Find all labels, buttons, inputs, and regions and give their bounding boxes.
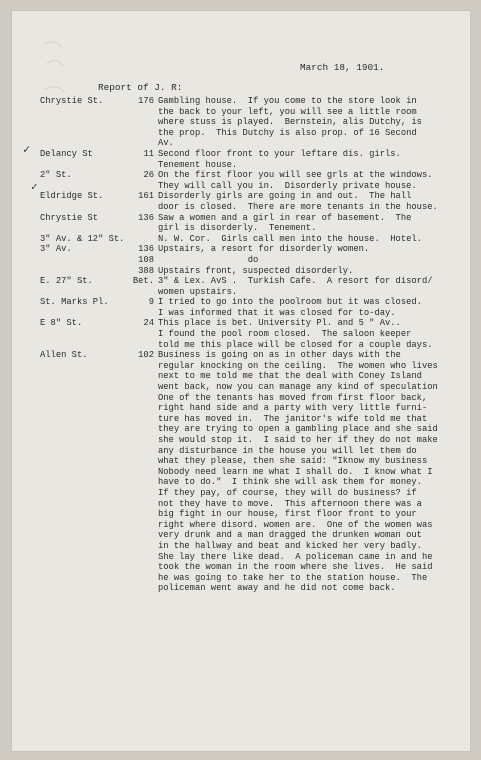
street-location: E. 27" St. (40, 276, 93, 287)
street-location: Delancy St (40, 148, 93, 159)
entry-line (40, 297, 460, 308)
entry-text: 3" & Lex. AvS . Turkish Cafe. A resort for disord/ (158, 276, 433, 287)
entry-line (40, 446, 460, 457)
entry-line (40, 456, 460, 467)
street-number (126, 202, 154, 213)
street-number (126, 477, 154, 488)
street-number (126, 117, 154, 128)
street-number: 26 (143, 170, 154, 181)
checkmark-icon: ✓ (31, 182, 38, 194)
street-location (40, 403, 126, 414)
street-number (126, 541, 154, 552)
entry-line (40, 138, 460, 149)
street-location: St. Marks Pl. (40, 297, 109, 308)
street-location (40, 340, 126, 351)
entry-text: told me this place will be closed for a couple days. (158, 339, 433, 350)
entry-line (40, 541, 460, 552)
street-number (126, 562, 154, 573)
street-location: Chrystie St (40, 212, 99, 223)
entry-text: I was informed that it was closed for to-day. (158, 307, 396, 318)
street-number: 136 (138, 244, 154, 255)
entry-line (40, 96, 460, 107)
entry-text: On the first floor you will see grls at the windows. (158, 170, 433, 181)
street-location (40, 287, 126, 298)
street-number (126, 403, 154, 414)
street-number (126, 223, 154, 234)
entry-text: he was going to take her to the station house. The (158, 572, 428, 583)
street-number (126, 107, 154, 118)
entry-line (40, 149, 460, 160)
street-location (40, 573, 126, 584)
street-location (40, 223, 126, 234)
street-number (126, 499, 154, 510)
street-number: 24 (143, 318, 154, 329)
entry-line (40, 128, 460, 139)
street-location (40, 107, 126, 118)
street-number (126, 138, 154, 149)
entry-line (40, 160, 460, 171)
street-number (126, 329, 154, 340)
entry-text: door is closed. There are more tenants in the house. (158, 201, 438, 212)
street-location (40, 446, 126, 457)
street-location: 3" Av. & 12" St. (40, 233, 125, 244)
street-location (40, 530, 126, 541)
street-number (126, 520, 154, 531)
street-location (40, 414, 126, 425)
street-number: 102 (138, 350, 154, 361)
street-number (126, 467, 154, 478)
entry-line (40, 191, 460, 202)
entry-text: N. W. Cor. Girls call men into the house. Hotel. (158, 233, 422, 244)
entry-line (40, 213, 460, 224)
entry-line (40, 287, 460, 298)
street-location: E 8" St. (40, 318, 83, 329)
entry-line (40, 255, 460, 266)
street-number: 9 (148, 297, 154, 308)
entry-line (40, 530, 460, 541)
entry-line (40, 234, 460, 245)
entry-text: not they have to move. This afternoon there was a (158, 498, 422, 509)
entry-line (40, 424, 460, 435)
entry-line (40, 467, 460, 478)
street-location (40, 552, 126, 563)
street-location (40, 255, 126, 266)
street-location (40, 128, 126, 139)
report-title: Report of J. R: (98, 82, 183, 93)
street-location (40, 456, 126, 467)
street-location (40, 488, 126, 499)
entry-text: She lay there like dead. A policeman came in and he (158, 551, 433, 562)
entry-line (40, 244, 460, 255)
street-location (40, 202, 126, 213)
street-number (126, 456, 154, 467)
entry-text: regular knocking on the ceiling. The women who lives (158, 360, 438, 371)
entry-text: what they please, then she said: "Iknow my business (158, 456, 428, 467)
street-number (126, 552, 154, 563)
entry-text: very drunk and a man dragged the drunken woman out (158, 530, 422, 541)
entry-text: women upstairs. (158, 286, 238, 297)
street-location (40, 138, 126, 149)
entry-line (40, 520, 460, 531)
entry-text: I tried to go into the poolroom but it was closed. (158, 297, 422, 308)
entry-text: One of the tenants has moved from first floor back, (158, 392, 428, 403)
street-location (40, 424, 126, 435)
entry-line (40, 393, 460, 404)
street-number (126, 530, 154, 541)
street-number: 388 (138, 265, 154, 276)
street-location (40, 371, 126, 382)
street-number: Bet. (132, 276, 154, 287)
street-location (40, 160, 126, 171)
entry-text: the prop. This Dutchy is also prop. of 16 Second (158, 127, 417, 138)
entry-line (40, 202, 460, 213)
entry-text: right where disord. women are. One of the women was (158, 519, 433, 530)
street-location: 2" St. (40, 170, 72, 181)
entry-text: she would stop it. I said to her if they do not make (158, 435, 438, 445)
entry-text: the back to your left, you will see a little room (158, 106, 417, 117)
entry-line (40, 403, 460, 414)
entry-text: Business is going on as in other days with the (158, 350, 401, 361)
entry-text: do (158, 254, 259, 265)
entry-line (40, 552, 460, 563)
street-number (126, 234, 154, 245)
entry-line (40, 350, 460, 361)
entry-line (40, 329, 460, 340)
entry-line (40, 583, 460, 594)
entry-text: they are trying to open a gambling place and she said (158, 424, 438, 435)
street-number (126, 371, 154, 382)
street-location (40, 329, 126, 340)
entry-line (40, 499, 460, 510)
street-number (126, 583, 154, 594)
street-location: Allen St. (40, 350, 88, 361)
entry-text: have to do." I think she will ask them for money. (158, 477, 422, 488)
entry-line (40, 371, 460, 382)
entry-line (40, 477, 460, 488)
street-number (126, 308, 154, 319)
street-number (126, 424, 154, 435)
street-number (126, 287, 154, 298)
entry-text: Tenement house. (158, 159, 238, 170)
street-location (40, 520, 126, 531)
street-location (40, 583, 126, 594)
street-number (126, 361, 154, 372)
street-number: 176 (138, 96, 154, 106)
street-location (40, 499, 126, 510)
entry-line (40, 318, 460, 329)
street-number: 161 (138, 191, 154, 202)
report-date: March 18, 1901. (300, 62, 385, 73)
street-number: 11 (143, 148, 154, 159)
entry-line (40, 181, 460, 192)
entry-line (40, 170, 460, 181)
entry-line (40, 573, 460, 584)
entry-line (40, 382, 460, 393)
street-location (40, 541, 126, 552)
entry-text: any disturbance in the house you will let them do (158, 445, 417, 456)
street-location (40, 477, 126, 488)
street-number (126, 435, 154, 446)
entry-text: Disorderly girls are going in and out. The hall (158, 191, 412, 202)
entry-text: Upstairs, a resort for disorderly women. (158, 244, 370, 255)
entry-text: where stuss is played. Bernstein, alis Dutchy, is (158, 117, 422, 128)
street-location: Eldridge St. (40, 191, 104, 202)
report-entries (40, 96, 460, 594)
street-location (40, 393, 126, 404)
street-location (40, 562, 126, 573)
street-number (126, 488, 154, 499)
entry-line (40, 414, 460, 425)
checkmark-icon: ✓ (23, 143, 31, 157)
entry-text: girl is disorderly. Tenement. (158, 223, 317, 234)
street-number (126, 340, 154, 351)
entry-line (40, 223, 460, 234)
street-location (40, 266, 126, 277)
street-number (126, 573, 154, 584)
entry-text: policeman went away and he did not come back. (158, 583, 396, 594)
street-location (40, 382, 126, 393)
street-number: 108 (138, 254, 154, 265)
street-location (40, 181, 126, 192)
street-location (40, 361, 126, 372)
entry-text: big fight in our house, first floor front to your (158, 509, 417, 520)
street-number (126, 128, 154, 139)
entry-line (40, 488, 460, 499)
entry-text: If they pay, of course, they will do business? if (158, 487, 417, 498)
street-location (40, 509, 126, 520)
entry-text: This place is bet. University Pl. and 5 " Av.. (158, 318, 401, 329)
entry-text: took the woman in the room where she lives. He said (158, 562, 433, 573)
street-number: 136 (138, 212, 154, 223)
entry-text: Gambling house. If you come to the store look in (158, 96, 417, 106)
entry-line (40, 107, 460, 118)
entry-line (40, 266, 460, 277)
entry-text: right hand side and a party with very little furni- (158, 403, 428, 414)
entry-line (40, 276, 460, 287)
entry-text: ture has moved in. The janitor's wife told me that (158, 413, 428, 424)
street-location (40, 117, 126, 128)
entry-text: Av. (158, 138, 174, 149)
entry-line (40, 340, 460, 351)
street-number (126, 414, 154, 425)
entry-text: in the hallway and beat and kicked her very badly. (158, 540, 422, 551)
entry-text: next to me told me that the deal with Coney Island (158, 371, 422, 382)
street-number (126, 382, 154, 393)
street-location (40, 467, 126, 478)
entry-text: Saw a women and a girl in rear of basement. The (158, 212, 412, 223)
street-location (40, 308, 126, 319)
street-number (126, 509, 154, 520)
entry-line (40, 361, 460, 372)
entry-text: Second floor front to your leftare dis. girls. (158, 148, 401, 159)
street-number (126, 181, 154, 192)
entry-text: Upstairs front, suspected disorderly. (158, 265, 354, 276)
entry-line (40, 308, 460, 319)
entry-line (40, 435, 460, 446)
entry-line (40, 562, 460, 573)
entry-text: went back, now you can manage any kind of speculation (158, 382, 438, 393)
street-location: Chrystie St. (40, 96, 104, 106)
entry-line (40, 117, 460, 128)
entry-text: Nobody need learn me what I shall do. I know what I (158, 466, 433, 477)
street-number (126, 393, 154, 404)
street-location (40, 435, 126, 446)
street-number (126, 160, 154, 171)
street-location: 3" Av. (40, 244, 72, 255)
entry-text: I found the pool room closed. The saloon keeper (158, 329, 412, 340)
entry-line (40, 509, 460, 520)
entry-text: They will call you in. Disorderly private house. (158, 180, 417, 191)
street-number (126, 446, 154, 457)
